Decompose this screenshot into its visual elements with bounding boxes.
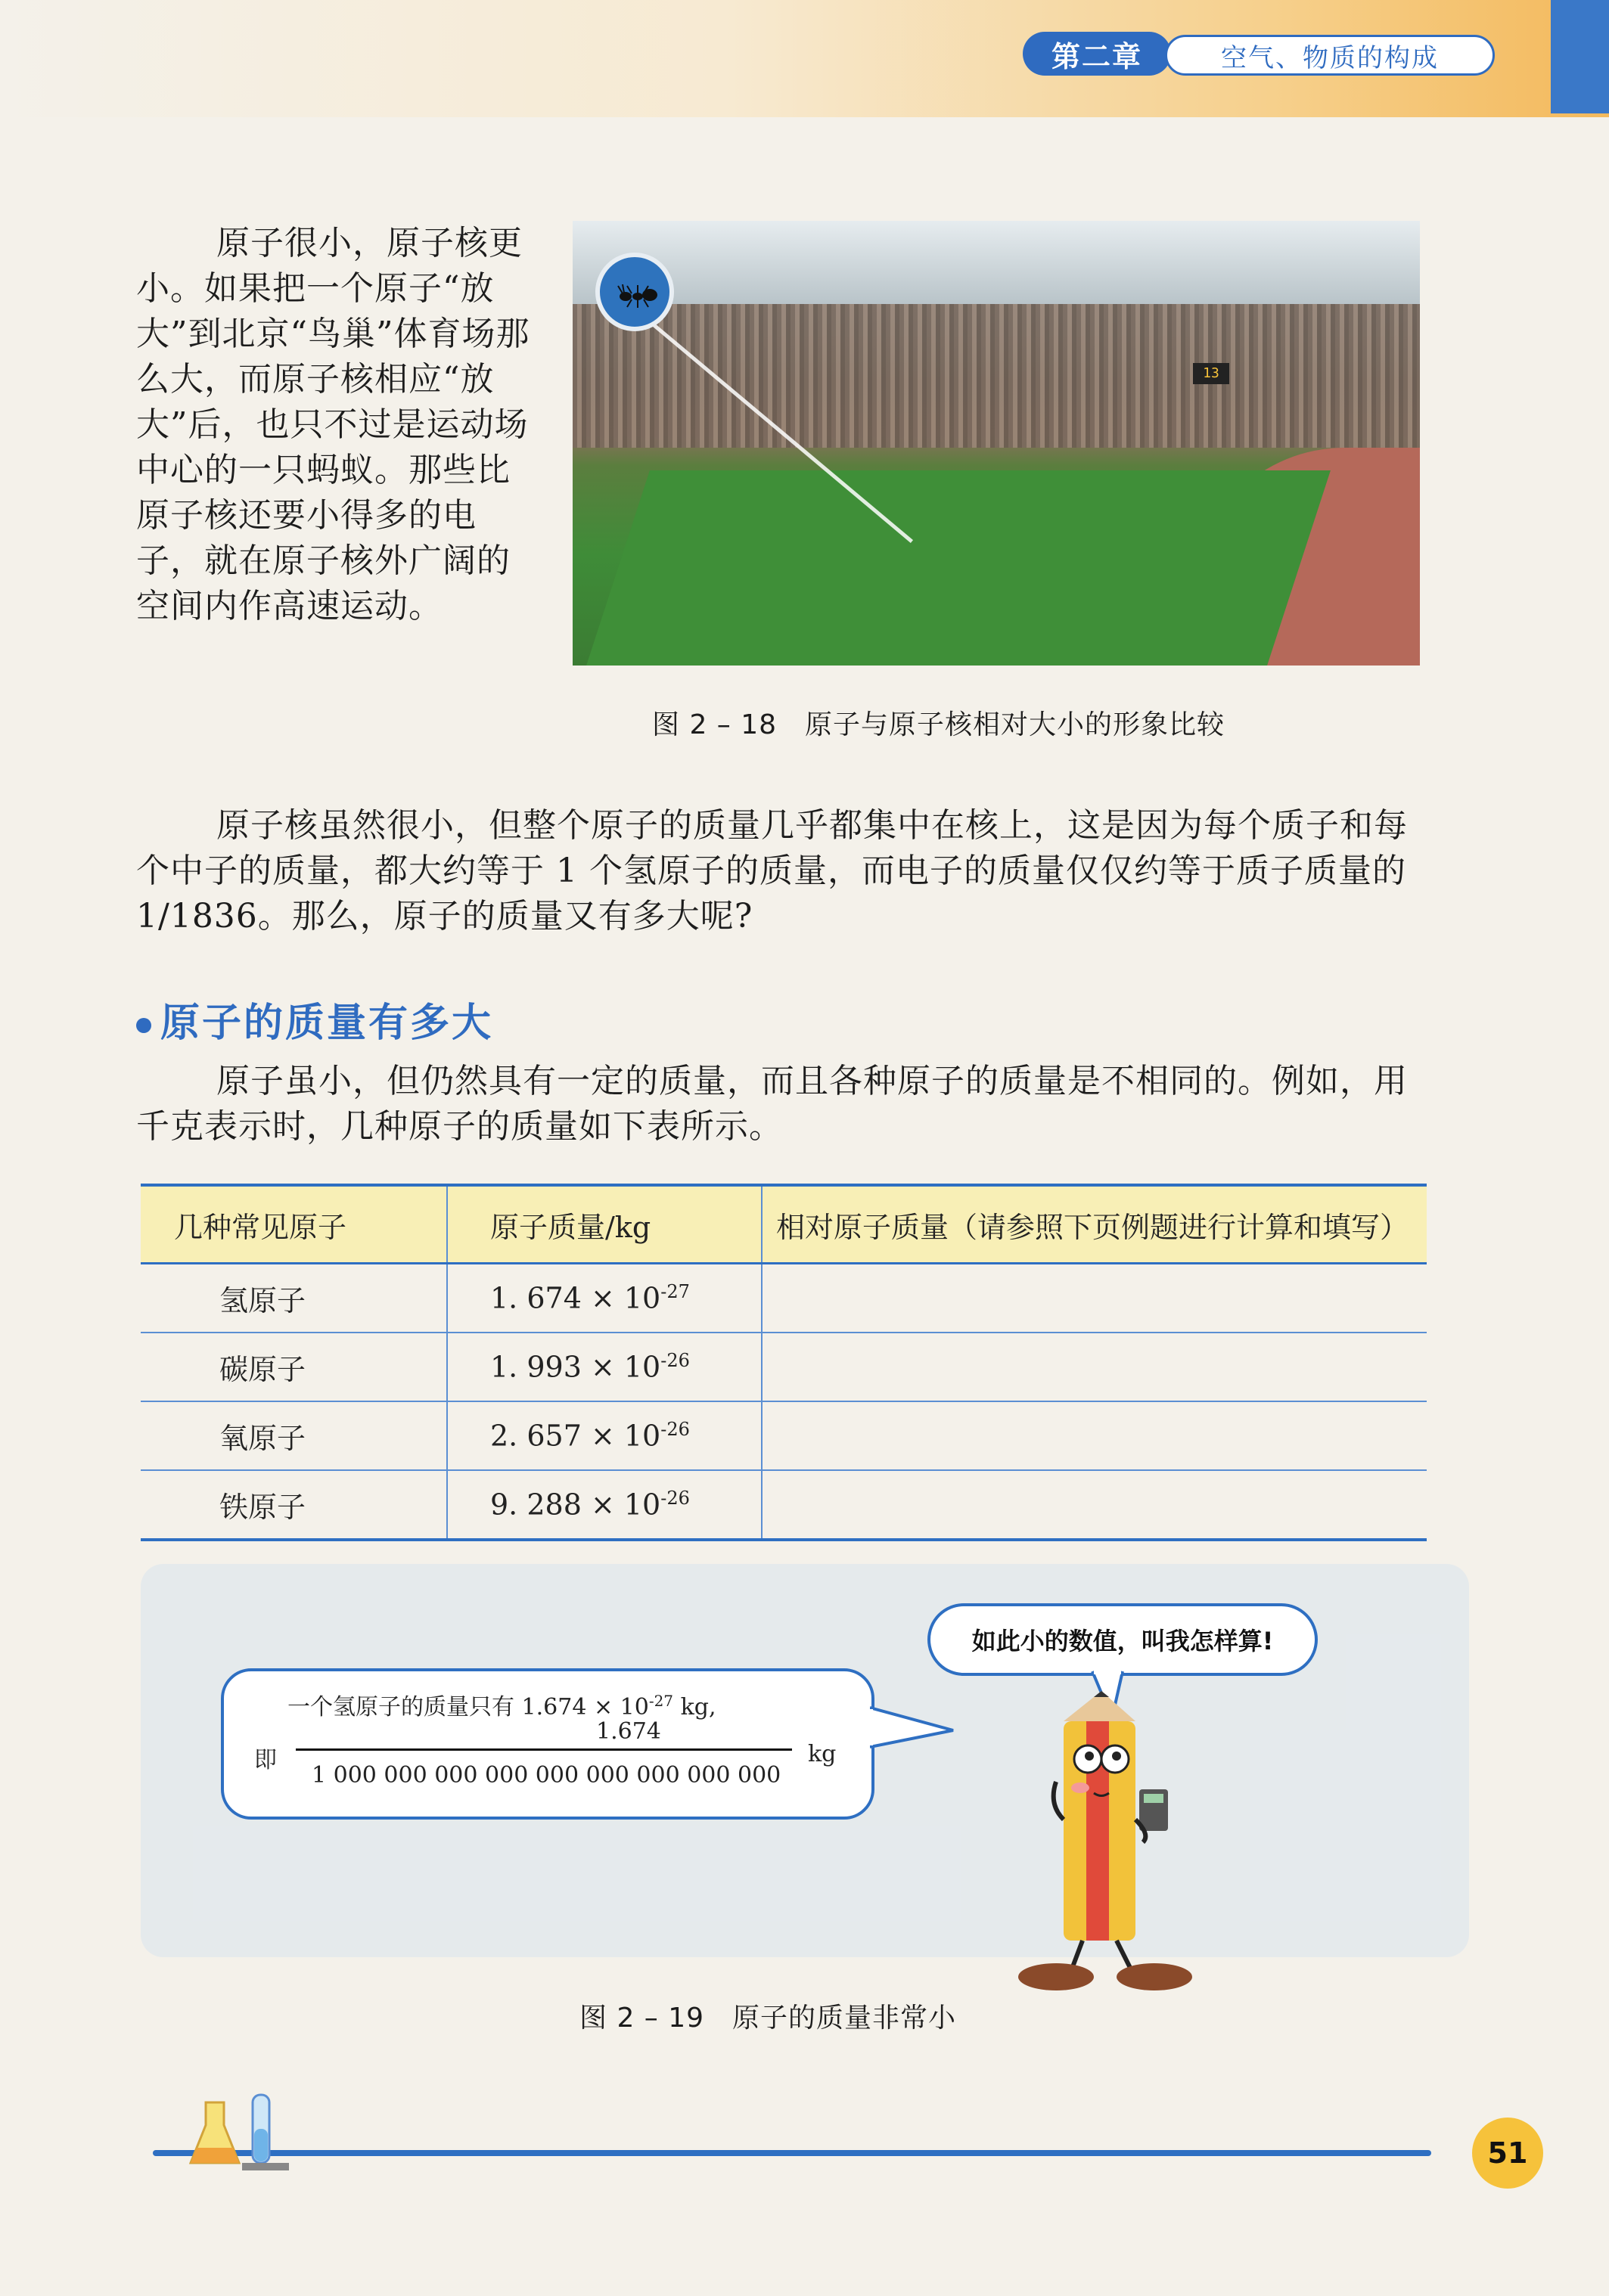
stadium-roof [573, 221, 1420, 304]
atom-mass: 9. $288 \times 10^{-26}$ [447, 1470, 762, 1540]
fraction-denominator: 1 000 000 000 000 000 000 000 000 000 [312, 1762, 781, 1789]
speech-bubble-mass [221, 1668, 874, 1820]
fraction-bar [296, 1748, 792, 1751]
column-header-relative-mass: 相对原子质量（请参照下页例题进行计算和填写） [762, 1185, 1427, 1264]
atom-name: 铁原子 [141, 1470, 447, 1540]
stadium-photo [573, 221, 1420, 666]
stadium-stands [573, 304, 1420, 448]
header-accent-bar [1551, 0, 1609, 113]
chapter-badge: 第二章 [1023, 32, 1171, 76]
speech-bubble-question: 如此小的数值，叫我怎样算! [927, 1603, 1318, 1676]
nucleus-paragraph: 原子核虽然很小，但整个原子的质量几乎都集中在核上，这是因为每个质子和每个中子的质量，都大约等于 1 个氢原子的质量，而电子的质量仅仅约等于质子质量的 1/1836。那么，原子的质量又有多大呢? [136, 806, 1408, 935]
column-header-atom: 几种常见原子 [141, 1185, 447, 1264]
scoreboard: 13 [1193, 363, 1229, 384]
table-header-row [141, 1185, 1427, 1264]
magnifier-icon [595, 253, 674, 331]
atomic-mass-table [141, 1184, 1427, 1541]
bullet-icon [136, 1018, 151, 1033]
figure-2-18-caption: 图 2 – 18 原子与原子核相对大小的形象比较 [652, 709, 1225, 740]
atom-mass: 1. $993 \times 10^{-26}$ [447, 1333, 762, 1401]
table-row [141, 1264, 1427, 1333]
ant-icon [617, 280, 662, 310]
atom-mass: 1. $674 \times 10^{-27}$ [447, 1264, 762, 1333]
bubble-line-1: 一个氢原子的质量只有 $1.674 \times 10^{-27}$ kg, [287, 1692, 716, 1720]
table-row [141, 1333, 1427, 1401]
section-heading-text: 原子的质量有多大 [160, 1001, 494, 1046]
section-heading [136, 991, 493, 1047]
bubble-tail-left [870, 1700, 961, 1761]
bubble-ji-label: 即 [254, 1747, 277, 1773]
atom-name: 氢原子 [141, 1264, 447, 1333]
figure-2-19-caption: 图 2 – 19 原子的质量非常小 [579, 2003, 957, 2034]
pencil-mascot-icon [1011, 1691, 1207, 1993]
chapter-title: 空气、物质的构成 [1165, 35, 1495, 76]
relative-mass-cell[interactable] [762, 1401, 1427, 1470]
lab-flask-icon [189, 2087, 295, 2178]
fraction-numerator: 1.674 [596, 1718, 661, 1745]
football-field [586, 470, 1331, 666]
section-paragraph: 原子虽小，但仍然具有一定的质量，而且各种原子的质量是不相同的。例如，用千克表示时，几种原子的质量如下表所示。 [136, 1062, 1408, 1146]
relative-mass-cell[interactable] [762, 1264, 1427, 1333]
atom-mass: 2. $657 \times 10^{-26}$ [447, 1401, 762, 1470]
column-header-mass: 原子质量/kg [447, 1185, 762, 1264]
unit-label: kg [808, 1741, 837, 1767]
intro-paragraph: 原子很小，原子核更小。如果把一个原子“放大”到北京“鸟巢”体育场那么大，而原子核相应“放大”后，也只不过是运动场中心的一只蚂蚁。那些比原子核还要小得多的电子，就在原子核外广阔的空间内作高速运动。 [136, 224, 530, 625]
footer-rule [153, 2150, 1431, 2156]
relative-mass-cell[interactable] [762, 1333, 1427, 1401]
atom-name: 碳原子 [141, 1333, 447, 1401]
relative-mass-cell[interactable] [762, 1470, 1427, 1540]
page-number-badge: 51 [1472, 2118, 1543, 2189]
table-row [141, 1401, 1427, 1470]
atom-name: 氧原子 [141, 1401, 447, 1470]
table-row [141, 1470, 1427, 1540]
